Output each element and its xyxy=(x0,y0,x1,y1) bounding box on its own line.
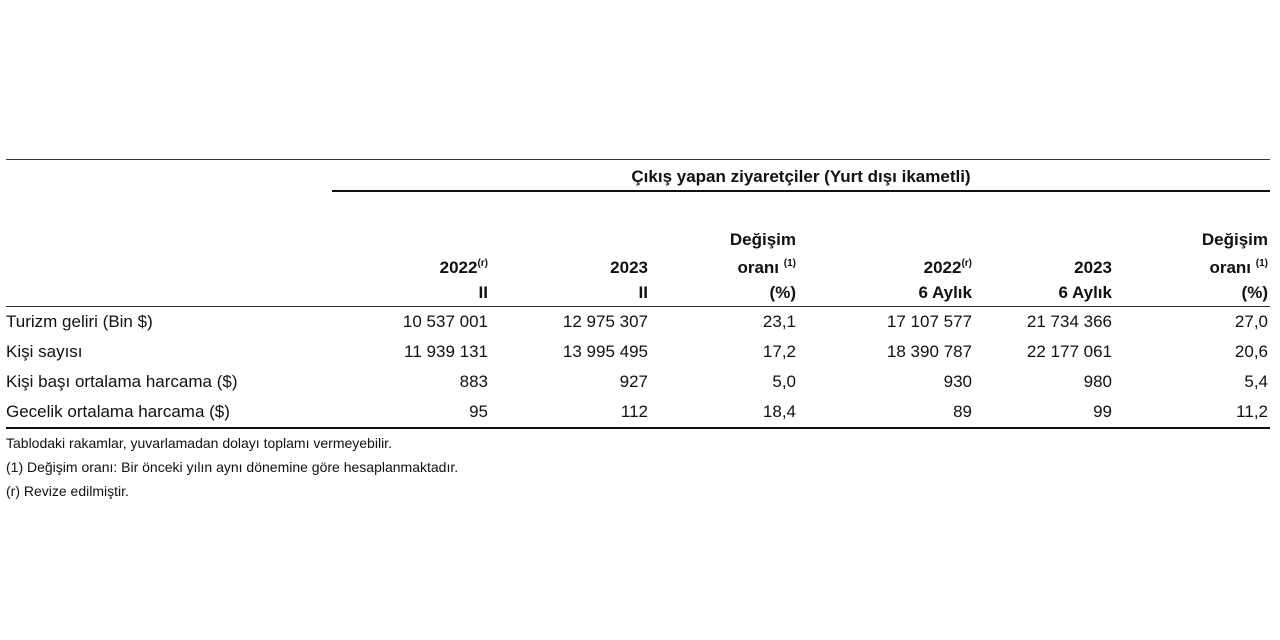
header-col-6: Değişim oranı $^{(1)}$ xyxy=(1201,230,1268,277)
note-revised: (r) Revize edilmiştir. xyxy=(6,483,129,499)
header-col-1: 2022$^{(r)}$ xyxy=(439,258,488,277)
header-col-4-period: 6 Aylık xyxy=(798,280,974,307)
table-cell: 10 537 001 xyxy=(402,312,488,331)
tourism-table-container xyxy=(6,159,1270,503)
table-cell: 11 939 131 xyxy=(404,342,488,361)
table-cell: 22 177 061 xyxy=(1026,342,1112,361)
header-col-5-period: 6 Aylık xyxy=(974,280,1114,307)
header-col-4: 2022$^{(r)}$ xyxy=(923,258,972,277)
table-cell: 20,6 xyxy=(1234,342,1268,361)
table-row xyxy=(6,337,1270,367)
header-col-3-unit: (%) xyxy=(650,280,798,307)
table-cell: 95 xyxy=(332,397,490,428)
table-notes xyxy=(6,431,1270,503)
header-col-1-period: II xyxy=(332,280,490,307)
table-cell: 21 734 366 xyxy=(1026,312,1112,331)
row-label: Kişi sayısı xyxy=(6,342,83,361)
table-cell: 99 xyxy=(974,397,1114,428)
table-cell: 5,4 xyxy=(1244,372,1268,391)
table-cell: 18,4 xyxy=(650,397,798,428)
table-cell: 23,1 xyxy=(762,312,796,331)
table-cell: 17,2 xyxy=(762,342,796,361)
table-cell: 89 xyxy=(798,397,974,428)
header-col-5: 2023 xyxy=(1074,258,1112,277)
group-title: Çıkış yapan ziyaretçiler (Yurt dışı ikametli) xyxy=(332,160,1270,192)
table-cell: 883 xyxy=(459,372,488,391)
header-col-3: Değişim oranı $^{(1)}$ xyxy=(729,230,796,277)
table-cell: 11,2 xyxy=(1114,397,1270,428)
table-cell: 27,0 xyxy=(1234,312,1268,331)
header-col-2-period: II xyxy=(490,280,650,307)
row-label: Turizm geliri (Bin $) xyxy=(6,312,153,331)
table-cell: 17 107 577 xyxy=(886,312,972,331)
note-rounding: Tablodaki rakamlar, yuvarlamadan dolayı toplamı vermeyebilir. xyxy=(6,435,392,451)
header-col-6-unit: (%) xyxy=(1114,280,1270,307)
table-cell: 112 xyxy=(490,397,650,428)
header-row-top xyxy=(6,190,1270,280)
header-empty-bottom xyxy=(6,280,332,307)
row-label: Kişi başı ortalama harcama ($) xyxy=(6,372,238,391)
row-label: Gecelik ortalama harcama ($) xyxy=(6,397,332,428)
header-empty xyxy=(6,190,332,280)
header-row-bottom xyxy=(6,280,1270,307)
tourism-table xyxy=(6,190,1270,429)
header-col-2: 2023 xyxy=(610,258,648,277)
note-change-rate: (1) Değişim oranı: Bir önceki yılın aynı dönemine göre hesaplanmaktadır. xyxy=(6,459,459,475)
table-row xyxy=(6,307,1270,338)
table-cell: 12 975 307 xyxy=(562,312,648,331)
table-cell: 13 995 495 xyxy=(562,342,648,361)
table-cell: 5,0 xyxy=(772,372,796,391)
table-cell: 18 390 787 xyxy=(886,342,972,361)
group-header-row xyxy=(6,160,1270,190)
table-cell: 980 xyxy=(1083,372,1112,391)
table-row xyxy=(6,367,1270,397)
table-row xyxy=(6,397,1270,428)
table-cell: 930 xyxy=(943,372,972,391)
table-cell: 927 xyxy=(619,372,648,391)
